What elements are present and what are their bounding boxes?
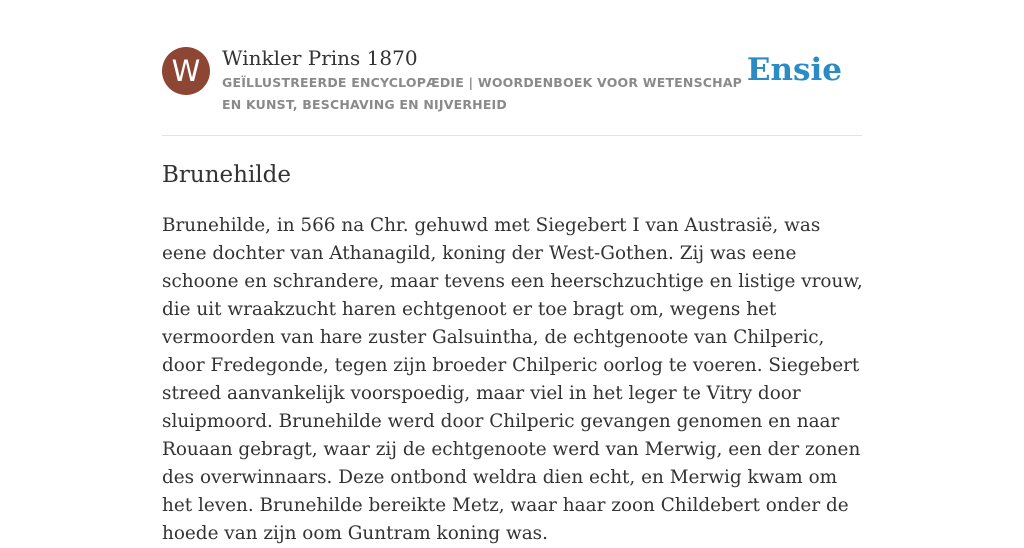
entry-body: Brunehilde, in 566 na Chr. gehuwd met Siegebert I van Austrasië, was eene dochter van Athanagild, koning der West-Gothen. Zij was eene schoone en schrandere, maar tevens een heerschzuchtige en listige vrouw, die uit wraakzucht haren echtgenoot er toe bragt om, wegens het vermoorden van hare zuster Galsuintha, de echtgenoote van Chilperic, door Fredegonde, tegen zijn broeder Chilperic oorlog te voeren. Siegebert streed aanvankelijk voorspoedig, maar viel in het leger te Vitry door sluipmoord. Brunehilde werd door Chilperic gevangen genomen en naar Rouaan gebragt, waar zij de echtgenoote werd van Merwig, een der zonen des overwinnaars. Deze ontbond weldra dien echt, en Merwig kwam om het leven. Brunehilde bereikte Metz, waar haar zoon Childebert onder de hoede van zijn oom Guntram koning was.: [162, 215, 863, 544]
source-title[interactable]: Winkler Prins 1870: [222, 46, 418, 70]
ensie-logo[interactable]: Ensie: [746, 52, 842, 88]
entry-title: Brunehilde: [162, 162, 291, 188]
source-subtitle: GEÏLLUSTREERDE ENCYCLOPÆDIE | WOORDENBOEK VOOR WETENSCHAP EN KUNST, BESCHAVING EN NIJVERHEID: [222, 75, 743, 112]
source-avatar[interactable]: W: [162, 47, 210, 95]
header-divider: [162, 135, 862, 136]
